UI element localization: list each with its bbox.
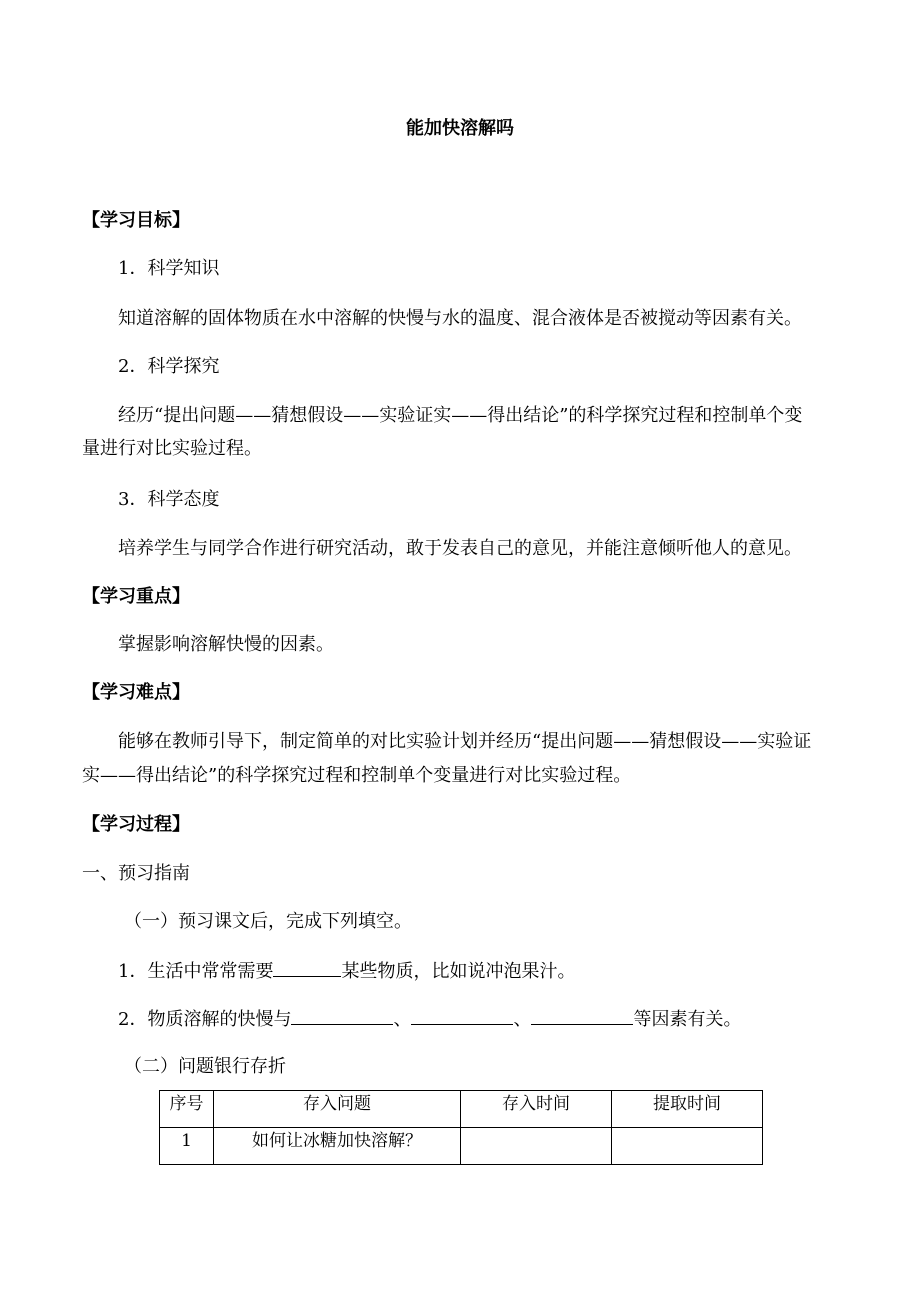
question-2-blank-2[interactable]: [411, 1008, 513, 1025]
question-1: [118, 960, 575, 983]
key-points-heading: 【学习重点】: [82, 586, 190, 607]
objective-3-text: 培养学生与同学合作进行研究活动，敢于发表自己的意见，并能注意倾听他人的意见。: [118, 538, 802, 559]
table-header-cell: 存入问题: [214, 1091, 461, 1128]
difficult-points-line2: 实——得出结论”的科学探究过程和控制单个变量进行对比实验过程。: [82, 765, 632, 786]
difficult-points-heading: 【学习难点】: [82, 682, 190, 703]
table-row: [160, 1128, 763, 1165]
question-2-sep-1: 、: [393, 1009, 412, 1030]
part-1-title: 一、预习指南: [82, 863, 190, 884]
subsection-2-title: （二）问题银行存折: [124, 1056, 286, 1077]
question-2-after: 等因素有关。: [633, 1009, 742, 1030]
table-cell: 如何让冰糖加快溶解？: [214, 1128, 461, 1165]
table-header-cell: 提取时间: [612, 1091, 763, 1128]
table-header-cell: 序号: [160, 1091, 214, 1128]
question-1-after: 某些物质，比如说冲泡果汁。: [341, 961, 576, 982]
question-2-before: 2．物质溶解的快慢与: [118, 1009, 292, 1030]
objectives-heading: 【学习目标】: [82, 210, 190, 231]
difficult-points-line1: 能够在教师引导下，制定简单的对比实验计划并经历“提出问题——猜想假设——实验证: [118, 731, 812, 752]
objective-1-text: 知道溶解的固体物质在水中溶解的快慢与水的温度、混合液体是否被搅动等因素有关。: [118, 308, 802, 329]
key-points-text: 掌握影响溶解快慢的因素。: [118, 634, 334, 655]
question-1-blank[interactable]: [273, 960, 341, 977]
objective-1-label: 1．科学知识: [118, 258, 220, 279]
objective-3-label: 3．科学态度: [118, 489, 220, 510]
objective-2-label: 2．科学探究: [118, 356, 220, 377]
subsection-1-title: （一）预习课文后，完成下列填空。: [124, 911, 412, 932]
table-cell[interactable]: [612, 1128, 763, 1165]
question-2: [118, 1008, 741, 1031]
page-title: 能加快溶解吗: [406, 118, 514, 139]
question-2-blank-1[interactable]: [291, 1008, 393, 1025]
question-bank-table: [159, 1090, 763, 1165]
objective-2-text-line1: 经历“提出问题——猜想假设——实验证实——得出结论”的科学探究过程和控制单个变: [118, 405, 803, 426]
table-cell[interactable]: [461, 1128, 612, 1165]
objective-2-text-line2: 量进行对比实验过程。: [82, 438, 262, 459]
table-header-row: [160, 1091, 763, 1128]
table-header-cell: 存入时间: [461, 1091, 612, 1128]
table-cell: 1: [160, 1128, 214, 1165]
question-1-before: 1．生活中常常需要: [118, 961, 274, 982]
question-2-blank-3[interactable]: [531, 1008, 633, 1025]
question-2-sep-2: 、: [513, 1009, 532, 1030]
process-heading: 【学习过程】: [82, 814, 190, 835]
